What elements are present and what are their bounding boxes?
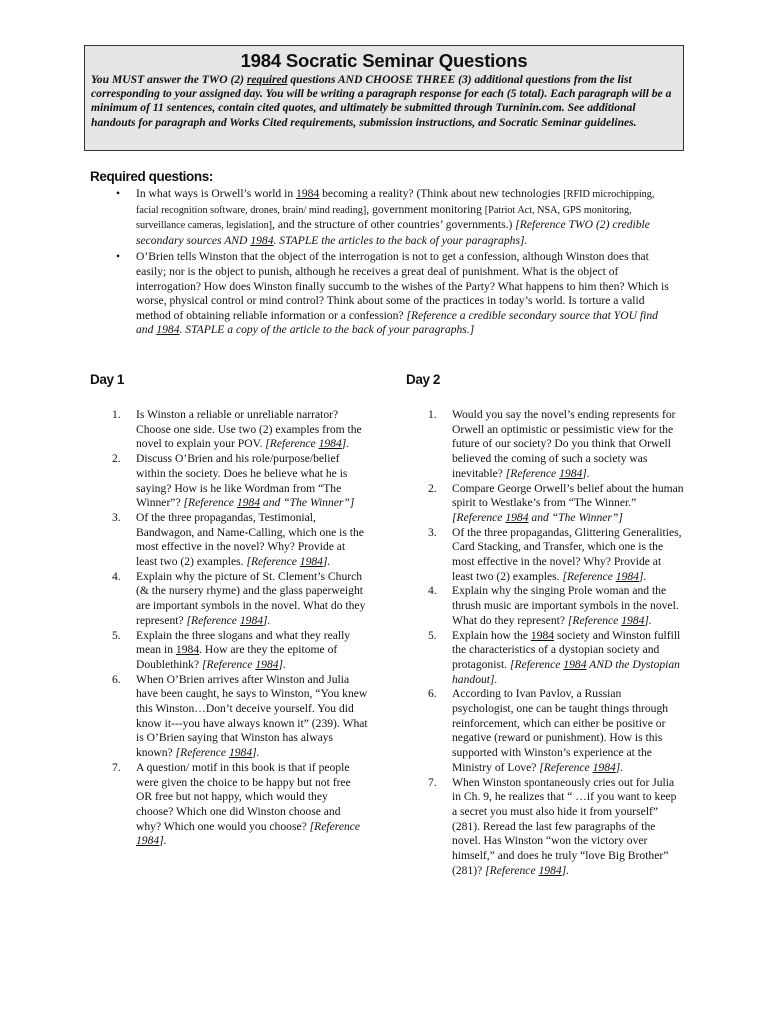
question-number: 7. [112, 760, 121, 774]
question-item [112, 570, 368, 629]
instructions-box [84, 45, 684, 151]
reference: [Reference [202, 657, 256, 671]
reference: ]. [582, 466, 590, 480]
question-item [112, 761, 368, 849]
question-number: 1. [112, 408, 121, 421]
question-text: Is Winston a reliable or unreliable narrator? Choose one side. Use two (2) examples from the novel to explain your POV. [136, 408, 362, 451]
text: , government monitoring [366, 202, 485, 216]
reference: [Reference [183, 496, 237, 510]
question-item [428, 482, 684, 526]
question-text: . How are they the epitome of Doublethink? [136, 643, 338, 671]
reference: ]. [644, 613, 652, 627]
reference: 1984 [156, 323, 180, 337]
text: , and the structure of other countries’ governments.) [272, 218, 516, 232]
reference: 1984 [538, 863, 562, 877]
question-text: 1984 [175, 643, 200, 657]
question-number: 6. [428, 687, 437, 701]
reference: 1984 [621, 613, 645, 627]
bullet-icon: • [116, 187, 121, 200]
reference: ]. [615, 760, 624, 774]
reference: ]. [263, 613, 271, 627]
reference: 1984 [505, 510, 529, 524]
reference: 1984 [318, 437, 342, 451]
question-number: 3. [112, 510, 121, 524]
reference: 1984 [559, 466, 583, 480]
reference: [Reference [562, 569, 616, 583]
text: 1984 [296, 187, 320, 200]
question-text: society and Winston fulfill the characteristics of a dystopian society and protagonist. [452, 628, 681, 671]
reference: 1984 [299, 555, 323, 569]
reference: ]. [561, 863, 570, 877]
reference: [Reference [509, 657, 564, 671]
day2-heading: Day 2 [406, 372, 441, 387]
question-item [428, 584, 684, 628]
reference: AND the Dystopian handout]. [452, 657, 680, 686]
reference: [Reference [309, 819, 361, 833]
question-text: When O’Brien arrives after Winston and Julia have been caught, he says to Winston, “You knew this Winston…Don’t deceive yourself. You did know it---you have always known it” (239). What is O’Brien saying that Winston has always known? [136, 672, 368, 760]
question-number: 4. [112, 569, 121, 583]
reference: 1984 [250, 233, 274, 247]
reference: ]. [252, 746, 260, 760]
reference: and “The Winner”] [528, 510, 623, 524]
question-text: Discuss O’Brien and his role/purpose/belief within the society. Does he believe what he is saying? How is he like Wordman from “The Winner”? [136, 452, 348, 510]
question-item [112, 452, 368, 511]
reference: 1984 [236, 496, 261, 510]
required-question [116, 187, 674, 248]
text: In what ways is Orwell’s world in [136, 187, 297, 200]
reference: ]. [341, 437, 350, 451]
reference: [Reference [505, 466, 560, 480]
reference: [Reference [452, 510, 506, 524]
reference: 1984 [136, 834, 160, 848]
reference: [Reference a credible secondary source that YOU find and [136, 308, 658, 337]
required-questions [116, 187, 674, 340]
reference: and “The Winner”] [260, 496, 355, 510]
question-number: 3. [428, 525, 437, 539]
reference: [Reference [485, 863, 539, 877]
reference: 1984 [255, 657, 279, 671]
reference: ]. [322, 555, 331, 569]
bullet-icon: • [116, 250, 121, 264]
reference: . STAPLE the articles to the back of your paragraphs]. [273, 233, 528, 247]
required-heading: Required questions: [90, 169, 213, 184]
day1-questions [112, 408, 368, 849]
question-number: 6. [112, 672, 121, 686]
question-item [112, 673, 368, 761]
question-item [428, 629, 684, 688]
text: becoming a reality? (Think about new technologies [319, 187, 564, 200]
question-text: Of the three propagandas, Glittering Generalities, Card Stacking, and Transfer, which one is the most effective in the novel? Why? Provide at least two (2) examples. [452, 525, 682, 583]
day2-questions [428, 408, 684, 879]
page-title: 1984 Socratic Seminar Questions [240, 50, 528, 71]
question-text: Explain why the picture of St. Clement’s Church (& the nursery rhyme) and the glass paperweight are important symbols in the novel. What do they represent? [136, 569, 366, 627]
question-item [112, 408, 368, 452]
text: O’Brien tells Winston that the object of the interrogation is not to get a confession, although Winston does that easily; nor is the object to punish, although he receives a great deal of punishment. What is the object of interrogation? How does Winston finally succumb to the wishes of the Party? What happens to him then? Which is worse, physical control or mind control? Think about some of the practices in today’s world. Is torture a valid method of obtaining reliable information or a confession? [136, 250, 669, 322]
question-number: 5. [428, 628, 437, 642]
day1-heading: Day 1 [90, 372, 125, 387]
question-text: A question/ motif in this book is that if people were given the choice to be happy but not free OR free but not happy, which would they choose? Which one did Winston choose and why? Which one would you choose? [136, 760, 351, 833]
question-text: Compare George Orwell’s belief about the human spirit to Westlake’s from “The Winner.” [452, 481, 684, 510]
question-text: Explain the three slogans and what they really mean in [136, 628, 351, 657]
question-text: Explain why the singing Prole woman and the thrush music are important symbols in the novel. What do they represent? [452, 584, 679, 627]
question-number: 1. [428, 408, 437, 421]
reference: [Reference [175, 746, 229, 760]
question-text: Would you say the novel’s ending represents for Orwell an optimistic or pessimistic view for the future of our society? Do you think that Orwell believed the coming of such a society was inevitable? [452, 408, 676, 480]
reference: . STAPLE a copy of the article to the back of your paragraphs.] [179, 323, 475, 337]
question-text: When Winston spontaneously cries out for Julia in Ch. 9, he realizes that “ …if you want to keep a secret you must also hide it from yourself” (281). Reread the last few paragraphs of the novel. Has Winston “won the victory over himself,” and does he truly “love Big Brother” (281)? [452, 775, 677, 877]
question-number: 2. [112, 452, 121, 466]
reference: [Reference [246, 555, 300, 569]
question-item [112, 511, 368, 570]
question-number: 7. [428, 775, 437, 789]
instructions-text [91, 73, 677, 130]
question-item [428, 408, 684, 482]
reference: [Reference [567, 613, 622, 627]
reference: [Reference [265, 437, 319, 451]
question-text: Of the three propagandas, Testimonial, Bandwagon, and Name-Calling, which one is the most effective in the novel? Why? Provide at least two (2) examples. [136, 510, 364, 569]
reference: [Reference TWO (2) credible secondary sources AND [136, 218, 650, 247]
question-number: 4. [428, 584, 437, 598]
reference: 1984 [592, 760, 616, 774]
reference: 1984 [239, 613, 264, 627]
reference: 1984 [228, 746, 253, 760]
question-text: Explain how the [452, 628, 531, 642]
question-item [428, 776, 684, 879]
question-item [428, 526, 684, 585]
reference: ]. [159, 834, 167, 848]
reference: ]. [638, 569, 647, 583]
required-question [116, 250, 674, 338]
reference: 1984 [563, 657, 587, 671]
text: [Patriot Act, NSA, GPS monitoring, surveillance cameras, legislation] [136, 204, 632, 232]
question-text: According to Ivan Pavlov, a Russian psychologist, one can be taught things through reinforcement, which can either be positive or negative (reward or punishment). How is this supported with Winston’s experience at the Ministry of Love? [452, 687, 669, 774]
intro-part: You MUST answer the TWO (2) [91, 73, 247, 86]
question-text: 1984 [530, 628, 555, 642]
reference: ]. [278, 657, 286, 671]
reference: [Reference [539, 760, 593, 774]
question-item [428, 687, 684, 775]
intro-required: required [246, 73, 288, 86]
reference: 1984 [615, 569, 639, 583]
question-number: 2. [428, 481, 437, 495]
question-item [112, 629, 368, 673]
reference: [Reference [186, 613, 240, 627]
text: [RFID microchipping, facial recognition software, drones, brain/ mind reading] [136, 189, 655, 216]
question-number: 5. [112, 628, 121, 642]
intro-part: questions AND CHOOSE THREE (3) additional questions from the list corresponding to your assigned day. You will be writing a paragraph response for each (5 total). Each paragraph will be a minimum of 11 sentences, contain cited quotes, and ultimately be submitted through Turninin.com. See additional handouts for paragraph and Works Cited requirements, submission instructions, and Socratic Seminar guidelines. [91, 73, 672, 129]
